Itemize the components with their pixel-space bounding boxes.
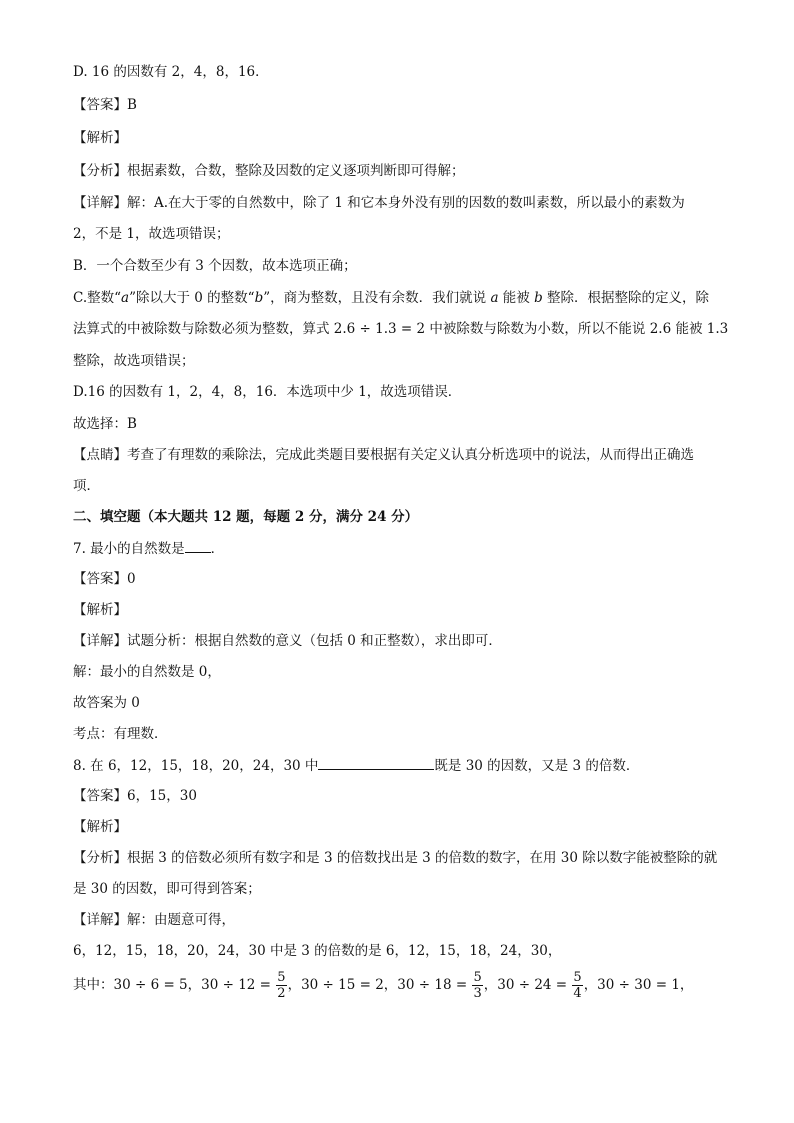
c-text-part: 能被 [498, 290, 535, 306]
q8-end: 既是 30 的因数，又是 3 的倍数． [434, 758, 640, 774]
analysis-tag: 【解析】 [73, 130, 127, 146]
var-a: a [121, 290, 130, 306]
fenxi-8-2 [73, 879, 261, 899]
division-text: ，30 ÷ 30 = 1， [583, 977, 694, 993]
analysis-header [73, 128, 127, 148]
c-text-3: 整除，故选项错误； [73, 353, 195, 369]
fenxi-text: 根据 3 的倍数必须所有数字和是 3 的倍数找出是 3 的倍数的数字，在用 30 除以数字能被整除的就 [127, 850, 718, 866]
detail-text: 试题分析：根据自然数的意义（包括 0 和正整数），求出即可． [127, 633, 502, 649]
fraction [572, 970, 582, 1001]
q7-end: ． [210, 541, 225, 557]
detail-tag: 【详解】 [73, 195, 127, 211]
denominator: 2 [277, 986, 286, 1001]
choice-text: 故选择：B [73, 416, 137, 432]
d-text: D.16 的因数有 1，2，4，8，16．本选项中少 1，故选项错误． [73, 384, 462, 400]
choice-line [73, 414, 137, 434]
c-text-part: C.整数“ [73, 290, 122, 306]
answer-value: 0 [127, 571, 136, 587]
c-text-2: 法算式的中被除数与除数必须为整数，算式 2.6 ÷ 1.3 = 2 中被除数与除数为小数，所以不能说 2.6 能被 1.3 [73, 321, 729, 337]
section-title: 二、填空题（本大题共 12 题，每题 2 分，满分 24 分） [73, 509, 419, 525]
question-7 [73, 538, 224, 559]
var-a: a [490, 290, 499, 306]
fraction [276, 970, 286, 1001]
fenxi-tag: 【分析】 [73, 850, 127, 866]
answer-value: 6，15，30 [127, 788, 197, 804]
analysis-tag: 【解析】 [73, 602, 127, 618]
numerator: 5 [573, 970, 582, 985]
q7-text: 7. 最小的自然数是 [73, 541, 185, 557]
option-d-explain [73, 382, 461, 402]
dianjing-text: 考查了有理数的乘除法，完成此类题目要根据有关定义认真分析选项中的说法，从而得出正确选 [127, 447, 694, 463]
var-b: b [254, 290, 264, 306]
option-c-explain-3 [73, 351, 195, 371]
var-b: b [534, 290, 543, 306]
dianjing-text-2: 项． [73, 478, 100, 494]
division-text: ，30 ÷ 15 = 2，30 ÷ 18 = [287, 977, 472, 993]
detail-tag: 【详解】 [73, 633, 127, 649]
answer-8 [73, 786, 197, 806]
kaodian-7 [73, 724, 168, 744]
denominator: 4 [573, 986, 582, 1001]
fenxi-text: 根据素数，合数，整除及因数的定义逐项判断即可得解； [127, 163, 465, 179]
final-7 [73, 693, 140, 713]
q8-text: 8. 在 6，12，15，18，20，24，30 中 [73, 758, 319, 774]
answer-value: B [127, 97, 137, 113]
detail-text: 解：A.在大于零的自然数中，除了 1 和它本身外没有别的因数的数叫素数，所以最小的素数为 [127, 195, 685, 211]
division-text: ，30 ÷ 24 = [483, 977, 572, 993]
division-line [73, 968, 693, 1002]
answer-tag: 【答案】 [73, 571, 127, 587]
detail-line-2 [73, 224, 229, 244]
multiples-line [73, 941, 561, 961]
c-text-part: ”除以大于 0 的整数“ [129, 290, 255, 306]
detail-tag: 【详解】 [73, 912, 127, 928]
question-8 [73, 755, 639, 776]
answer-tag: 【答案】 [73, 97, 127, 113]
option-d-text: D. 16 的因数有 2，4，8，16． [73, 64, 269, 80]
option-b-explain [73, 256, 357, 276]
division-text: 其中：30 ÷ 6 = 5，30 ÷ 12 = [73, 977, 276, 993]
analysis-7 [73, 600, 127, 620]
kaodian-text: 考点：有理数． [73, 726, 168, 742]
detail-text-2: 2，不是 1，故选项错误； [73, 226, 230, 242]
section-heading [73, 507, 418, 527]
option-c-explain-1 [73, 288, 709, 308]
option-b-text: B．一个合数至少有 3 个因数，故本选项正确； [73, 258, 357, 274]
answer-7 [73, 569, 136, 589]
analysis-8 [73, 817, 127, 837]
detail-line [73, 193, 685, 213]
numerator: 5 [277, 970, 286, 985]
q8-blank [318, 755, 434, 770]
c-text-part: 整除．根据整除的定义，除 [542, 290, 710, 306]
solution-7 [73, 662, 221, 682]
fraction [472, 970, 482, 1001]
dianjing-line-2 [73, 476, 100, 496]
numerator: 5 [473, 970, 482, 985]
fenxi-line [73, 161, 465, 181]
dianjing-tag: 【点睛】 [73, 447, 127, 463]
fenxi-tag: 【分析】 [73, 163, 127, 179]
option-d-line [73, 62, 269, 82]
multiples-text: 6，12，15，18，20，24，30 中是 3 的倍数的是 6，12，15，18，24，30， [73, 943, 562, 959]
detail-text: 解：由题意可得， [127, 912, 235, 928]
answer-line [73, 95, 137, 115]
final-text: 故答案为 0 [73, 695, 140, 711]
q7-blank [185, 538, 211, 553]
option-c-explain-2 [73, 319, 728, 339]
dianjing-line [73, 445, 694, 465]
detail-8 [73, 910, 235, 930]
analysis-tag: 【解析】 [73, 819, 127, 835]
answer-tag: 【答案】 [73, 788, 127, 804]
denominator: 3 [473, 986, 482, 1001]
detail-7 [73, 631, 502, 651]
fenxi-8 [73, 848, 717, 868]
fenxi-text-2: 是 30 的因数，即可得到答案； [73, 881, 261, 897]
c-text-part: ”，商为整数，且没有余数．我们就说 [263, 290, 491, 306]
solution-text: 解：最小的自然数是 0， [73, 664, 221, 680]
